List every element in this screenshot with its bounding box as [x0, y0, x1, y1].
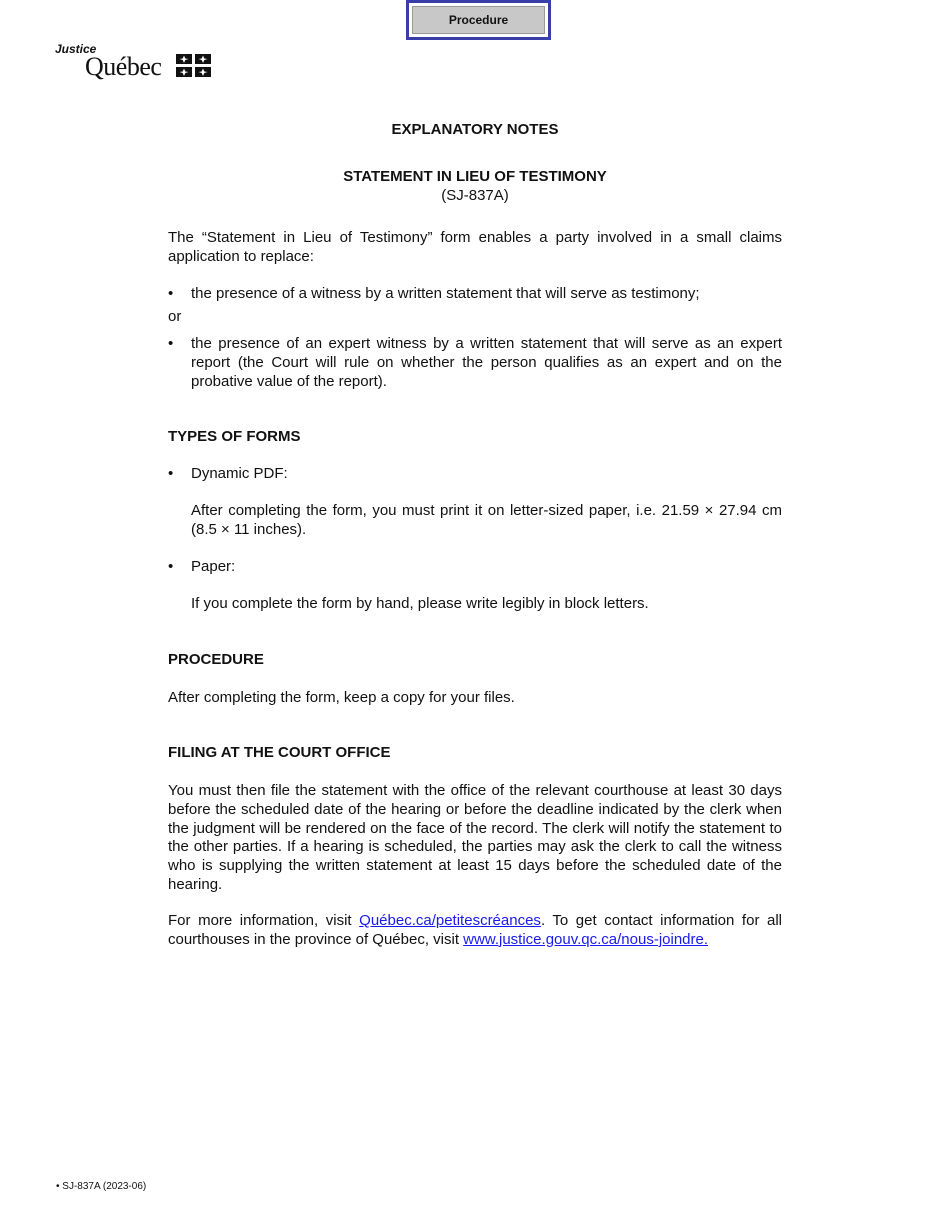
fleur-de-lis-flag-icon: [176, 54, 212, 78]
nous-joindre-link[interactable]: www.justice.gouv.qc.ca/nous-joindre.: [463, 930, 709, 948]
intro-bullet-1: the presence of a witness by a written statement that will serve as testimony;: [191, 285, 700, 302]
intro-paragraph: The “Statement in Lieu of Testimony” form enables a party involved in a small claims application to replace:: [168, 229, 782, 265]
filing-heading: FILING AT THE COURT OFFICE: [168, 744, 391, 761]
form-title: STATEMENT IN LIEU OF TESTIMONY: [343, 168, 607, 185]
procedure-button[interactable]: Procedure: [412, 6, 545, 34]
more-info-prefix: For more information, visit: [168, 912, 360, 929]
bullet-icon: •: [168, 558, 174, 575]
form-code: (SJ-837A): [441, 187, 509, 204]
types-bullet-2: Paper:: [191, 558, 236, 575]
intro-bullet-2: the presence of an expert witness by a written statement that will serve as an expert report (the Court will rule on whether the person qualifies as an expert and on the probative value of the report).: [191, 335, 782, 390]
filing-text: You must then file the statement with the office of the relevant courthouse at least 30 days before the scheduled date of the hearing or before the deadline indicated by the clerk when the judgment will be rendered on the face of the record. The clerk will notify the statement to the other parties. If a hearing is scheduled, the parties may ask the clerk to call the witness who is supplying the written statement at least 15 days before the scheduled date of the hearing.: [168, 782, 782, 893]
types-heading: TYPES OF FORMS: [168, 428, 301, 445]
list-item: [168, 465, 782, 484]
types-bullet-2-text: If you complete the form by hand, please write legibly in block letters.: [191, 595, 649, 612]
or-text: or: [168, 308, 182, 325]
list-item: [168, 335, 782, 391]
types-bullet-1-text: After completing the form, you must print it on letter-sized paper, i.e. 21.59 × 27.94 cm (8.5 × 11 inches).: [191, 502, 782, 538]
logo-quebec-text: Québec: [85, 52, 162, 81]
footer-form-code: • SJ-837A (2023-06): [56, 1181, 147, 1192]
list-item: [168, 558, 782, 577]
logo-justice-text: Justice: [55, 42, 97, 56]
more-info-paragraph: [168, 912, 782, 950]
petites-creances-link[interactable]: Québec.ca/petitescréances: [359, 912, 541, 929]
quebec-justice-logo: [55, 42, 215, 84]
procedure-button-frame[interactable]: [406, 0, 551, 40]
procedure-text: After completing the form, keep a copy for your files.: [168, 689, 515, 706]
procedure-heading: PROCEDURE: [168, 651, 264, 668]
bullet-icon: •: [168, 285, 174, 302]
bullet-icon: •: [168, 335, 174, 352]
page-title: EXPLANATORY NOTES: [391, 121, 559, 138]
more-info-middle: . To get contact information for all courthouses in the province of Québec, visit: [168, 912, 783, 948]
bullet-icon: •: [168, 465, 174, 482]
types-bullet-1: Dynamic PDF:: [191, 465, 288, 482]
list-item: [168, 285, 782, 304]
